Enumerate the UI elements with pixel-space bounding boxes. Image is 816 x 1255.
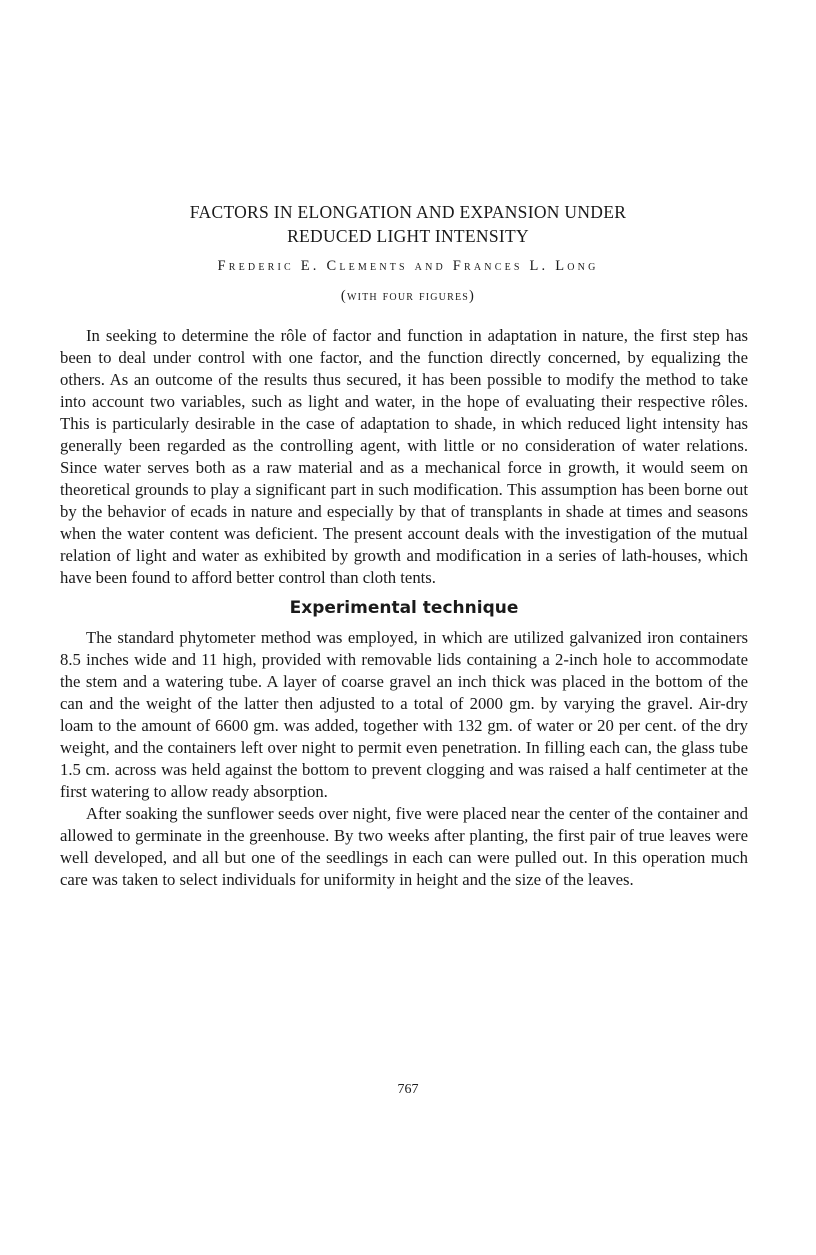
intro-paragraph: In seeking to determine the rôle of factor and function in adaptation in nature, the first step has been to deal under control with one factor, and the function directly concerned, by equalizing the others. As an outcome of the results thus secured, it has been possible to modify the method to take into account two variables, such as light and water, in the hope of evaluating their respective rôles. This is particularly desirable in the case of adaptation to shade, in which reduced light intensity has generally been regarded as the controlling agent, with little or no consideration of water relations. Since water serves both as a raw material and as a mechanical force in growth, it would seem on theoretical grounds to play a significant part in such modification. This assumption has been borne out by the behavior of ecads in nature and especially by that of transplants in shade at times and seasons when the water content was deficient. The present account deals with the investigation of the mutual relation of light and water as exhibited by growth and modification in a series of lath-houses, which have been found to afford better control than cloth tents. [60,326,748,587]
article-body [60,325,748,891]
page-number: 767 [397,1082,419,1097]
technique-paragraph-1: The standard phytometer method was employed, in which are utilized galvanized iron containers 8.5 inches wide and 11 high, provided with removable lids containing a 2-inch hole to accommodate the stem and a watering tube. A layer of coarse gravel an inch thick was placed in the bottom of the can and the weight of the latter then adjusted to a total of 2000 gm. by varying the gravel. Air-dry loam to the amount of 6600 gm. was added, together with 132 gm. of water or 20 per cent. of the dry weight, and the containers left over night to permit even penetration. In filling each can, the glass tube 1.5 cm. across was held against the bottom to prevent clogging and was raised a half centimeter at the first watering to allow ready absorption. [60,628,748,801]
title-line-1: FACTORS IN ELONGATION AND EXPANSION UNDER [189,202,627,222]
author-line: Frederic E. Clements and Frances L. Long [217,258,599,274]
technique-paragraph-2: After soaking the sunflower seeds over night, five were placed near the center of the container and allowed to germinate in the greenhouse. By two weeks after planting, the first pair of true leaves were well developed, and all but one of the seedlings in each can were pulled out. In this operation much care was taken to select individuals for uniformity in height and the size of the leaves. [60,804,748,889]
article-title [60,200,756,248]
section-heading: Experimental technique [289,598,519,618]
title-line-2: REDUCED LIGHT INTENSITY [287,226,529,246]
figures-note: (with four figures) [340,288,476,304]
